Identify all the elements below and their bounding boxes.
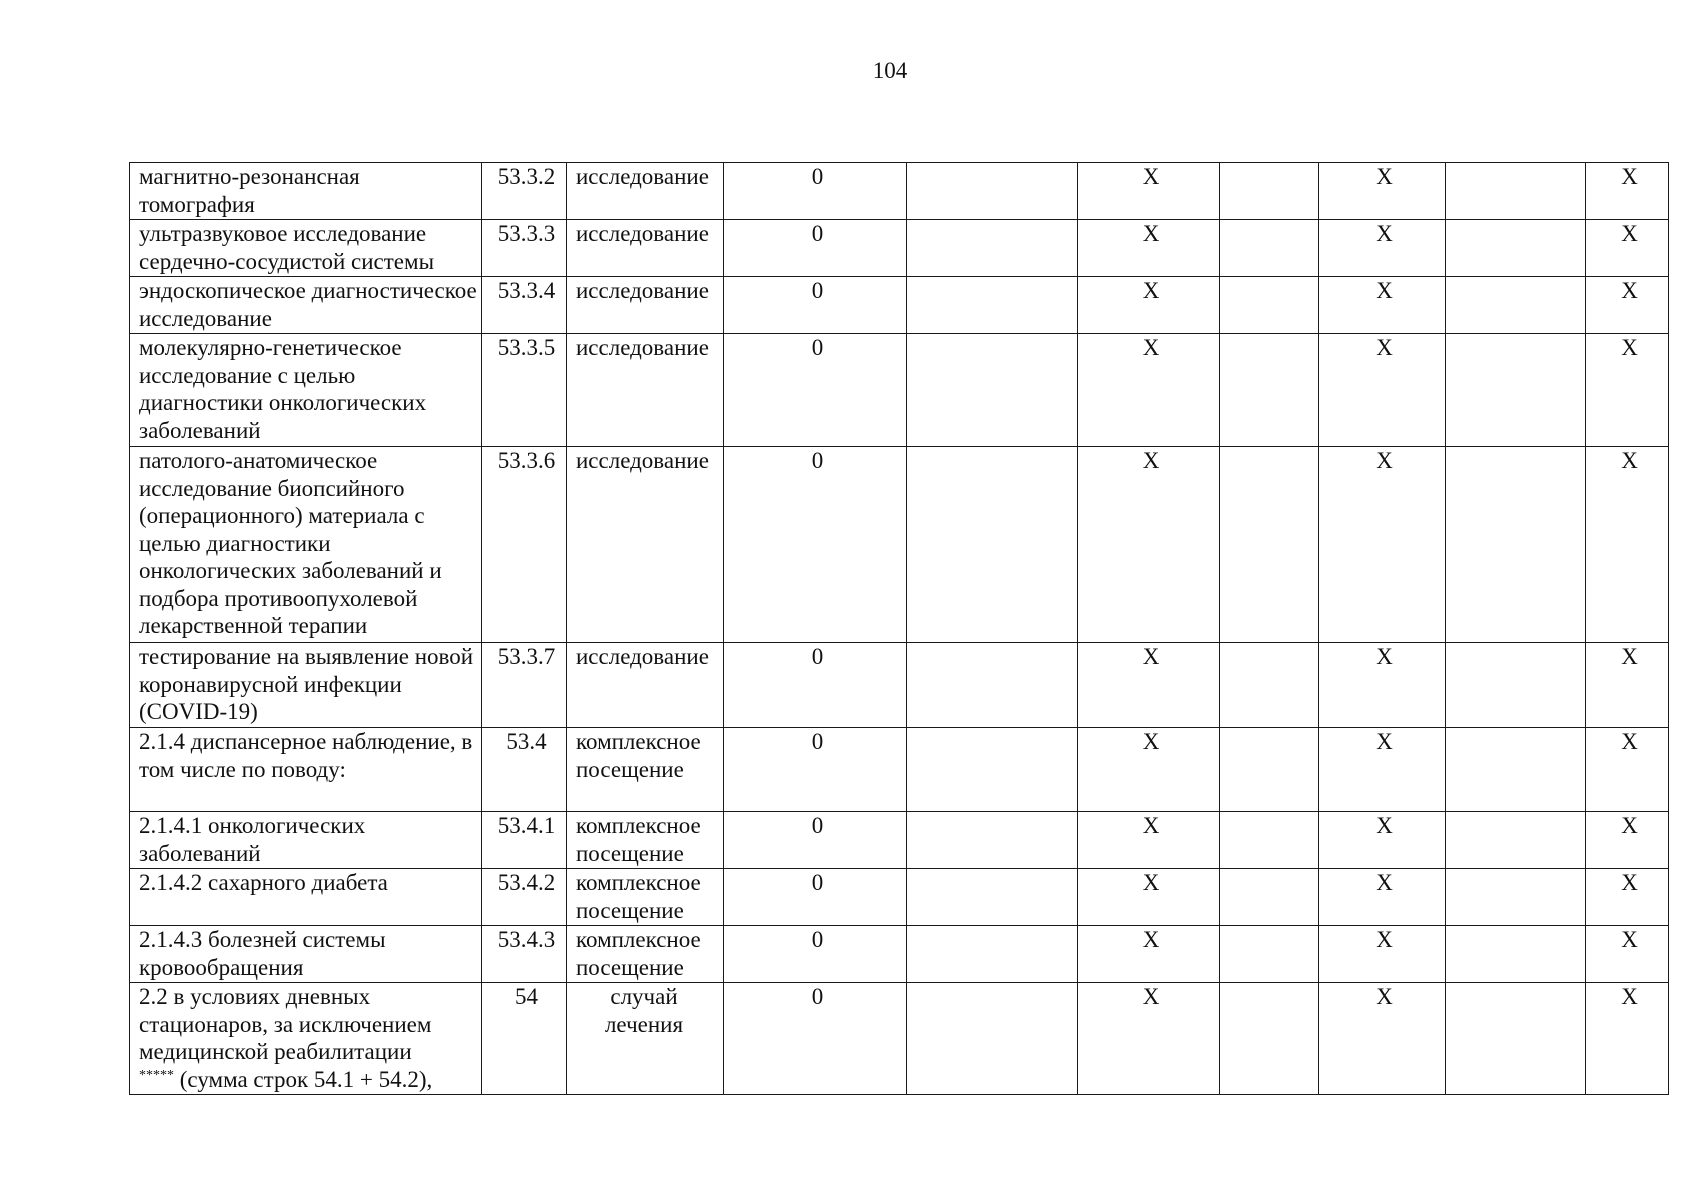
empty-cell	[907, 812, 1078, 869]
empty-cell	[1220, 812, 1319, 869]
empty-cell	[1220, 728, 1319, 812]
x-mark-cell: X	[1319, 220, 1446, 277]
x-mark-cell: X	[1586, 447, 1669, 643]
row-value-cell: 0	[724, 277, 907, 334]
x-mark-cell: X	[1586, 983, 1669, 1095]
x-mark-cell: X	[1586, 163, 1669, 220]
x-mark-cell: X	[1319, 983, 1446, 1095]
row-name-cell: ультразвуковое исследование сердечно-сосудистой системы	[130, 220, 482, 277]
row-value-cell: 0	[724, 926, 907, 983]
row-unit-cell: исследование	[567, 447, 724, 643]
row-code-cell: 53.4.3	[482, 926, 567, 983]
empty-cell	[1446, 163, 1586, 220]
empty-cell	[1220, 643, 1319, 728]
row-unit-cell: комплексное посещение	[567, 728, 724, 812]
x-mark-cell: X	[1319, 728, 1446, 812]
row-code-cell: 53.3.6	[482, 447, 567, 643]
x-mark-cell: X	[1319, 926, 1446, 983]
row-unit-cell: исследование	[567, 163, 724, 220]
table-row	[130, 447, 1669, 643]
row-unit-cell: комплексное посещение	[567, 926, 724, 983]
x-mark-cell: X	[1586, 277, 1669, 334]
table-row	[130, 334, 1669, 447]
x-mark-cell: X	[1586, 926, 1669, 983]
x-mark-cell: X	[1078, 643, 1220, 728]
empty-cell	[907, 163, 1078, 220]
data-table	[129, 162, 1669, 1095]
empty-cell	[1446, 869, 1586, 926]
x-mark-cell: X	[1078, 277, 1220, 334]
row-name-cell: молекулярно-генетическое исследование с целью диагностики онкологических заболеваний	[130, 334, 482, 447]
row-code-cell: 53.3.7	[482, 643, 567, 728]
x-mark-cell: X	[1586, 812, 1669, 869]
page-number: 104	[872, 58, 908, 83]
row-unit-cell: исследование	[567, 334, 724, 447]
empty-cell	[1220, 220, 1319, 277]
table-row	[130, 163, 1669, 220]
row-name-main: 2.2 в условиях дневных стационаров, за исключением медицинской реабилитации	[139, 984, 432, 1064]
row-name-cell: эндоскопическое диагностическое исследование	[130, 277, 482, 334]
x-mark-cell: X	[1319, 163, 1446, 220]
empty-cell	[907, 983, 1078, 1095]
row-unit-cell: исследование	[567, 643, 724, 728]
empty-cell	[1446, 728, 1586, 812]
empty-cell	[1220, 163, 1319, 220]
row-unit-cell: комплексное посещение	[567, 869, 724, 926]
x-mark-cell: X	[1319, 869, 1446, 926]
x-mark-cell: X	[1586, 643, 1669, 728]
empty-cell	[907, 728, 1078, 812]
row-value-cell: 0	[724, 983, 907, 1095]
empty-cell	[1446, 447, 1586, 643]
x-mark-cell: X	[1586, 728, 1669, 812]
x-mark-cell: X	[1586, 869, 1669, 926]
row-name-cell: 2.1.4.2 сахарного диабета	[130, 869, 482, 926]
empty-cell	[1446, 334, 1586, 447]
x-mark-cell: X	[1319, 447, 1446, 643]
x-mark-cell: X	[1078, 812, 1220, 869]
empty-cell	[907, 869, 1078, 926]
row-name-tail: (сумма строк 54.1 + 54.2),	[179, 1066, 433, 1092]
x-mark-cell: X	[1078, 869, 1220, 926]
row-name-cell: тестирование на выявление новой коронавирусной инфекции (COVID-19)	[130, 643, 482, 728]
table-row	[130, 926, 1669, 983]
empty-cell	[1220, 983, 1319, 1095]
empty-cell	[1220, 869, 1319, 926]
empty-cell	[1446, 926, 1586, 983]
row-code-cell: 53.4.2	[482, 869, 567, 926]
table-row	[130, 643, 1669, 728]
row-name-cell: 2.1.4.3 болезней системы кровообращения	[130, 926, 482, 983]
row-name-cell: 2.1.4 диспансерное наблюдение, в том числе по поводу:	[130, 728, 482, 812]
row-value-cell: 0	[724, 220, 907, 277]
row-code-cell: 53.4.1	[482, 812, 567, 869]
x-mark-cell: X	[1078, 983, 1220, 1095]
row-code-cell: 53.3.4	[482, 277, 567, 334]
table-row	[130, 220, 1669, 277]
table-row	[130, 983, 1669, 1095]
row-unit-cell: исследование	[567, 277, 724, 334]
row-value-cell: 0	[724, 643, 907, 728]
x-mark-cell: X	[1078, 334, 1220, 447]
row-code-cell: 53.3.3	[482, 220, 567, 277]
row-code-cell: 54	[482, 983, 567, 1095]
x-mark-cell: X	[1319, 812, 1446, 869]
footnote-stars: *****	[139, 1067, 174, 1083]
x-mark-cell: X	[1319, 334, 1446, 447]
row-value-cell: 0	[724, 334, 907, 447]
empty-cell	[907, 643, 1078, 728]
x-mark-cell: X	[1078, 163, 1220, 220]
x-mark-cell: X	[1319, 643, 1446, 728]
x-mark-cell: X	[1078, 926, 1220, 983]
empty-cell	[1446, 983, 1586, 1095]
row-name-cell: патолого-анатомическое исследование биопсийного (операционного) материала с целью диагностики онкологических заболеваний и подбора противоопухолевой лекарственной терапии	[130, 447, 482, 643]
row-name-cell: 2.1.4.1 онкологических заболеваний	[130, 812, 482, 869]
table-row	[130, 812, 1669, 869]
row-value-cell: 0	[724, 812, 907, 869]
table-row	[130, 869, 1669, 926]
table-row	[130, 728, 1669, 812]
table-row	[130, 277, 1669, 334]
empty-cell	[1220, 926, 1319, 983]
x-mark-cell: X	[1586, 334, 1669, 447]
empty-cell	[907, 447, 1078, 643]
empty-cell	[1446, 277, 1586, 334]
x-mark-cell: X	[1319, 277, 1446, 334]
empty-cell	[1220, 447, 1319, 643]
empty-cell	[907, 926, 1078, 983]
row-unit-cell: комплексное посещение	[567, 812, 724, 869]
row-value-cell: 0	[724, 447, 907, 643]
empty-cell	[907, 277, 1078, 334]
empty-cell	[1446, 643, 1586, 728]
row-code-cell: 53.3.2	[482, 163, 567, 220]
x-mark-cell: X	[1078, 728, 1220, 812]
empty-cell	[907, 334, 1078, 447]
row-code-cell: 53.4	[482, 728, 567, 812]
empty-cell	[1446, 812, 1586, 869]
row-name-cell: магнитно-резонансная томография	[130, 163, 482, 220]
row-unit-cell: случай лечения	[567, 983, 724, 1095]
row-name-cell	[130, 983, 482, 1095]
empty-cell	[1220, 334, 1319, 447]
x-mark-cell: X	[1078, 447, 1220, 643]
empty-cell	[907, 220, 1078, 277]
row-value-cell: 0	[724, 869, 907, 926]
empty-cell	[1220, 277, 1319, 334]
x-mark-cell: X	[1586, 220, 1669, 277]
row-code-cell: 53.3.5	[482, 334, 567, 447]
x-mark-cell: X	[1078, 220, 1220, 277]
empty-cell	[1446, 220, 1586, 277]
row-value-cell: 0	[724, 163, 907, 220]
row-value-cell: 0	[724, 728, 907, 812]
row-unit-cell: исследование	[567, 220, 724, 277]
